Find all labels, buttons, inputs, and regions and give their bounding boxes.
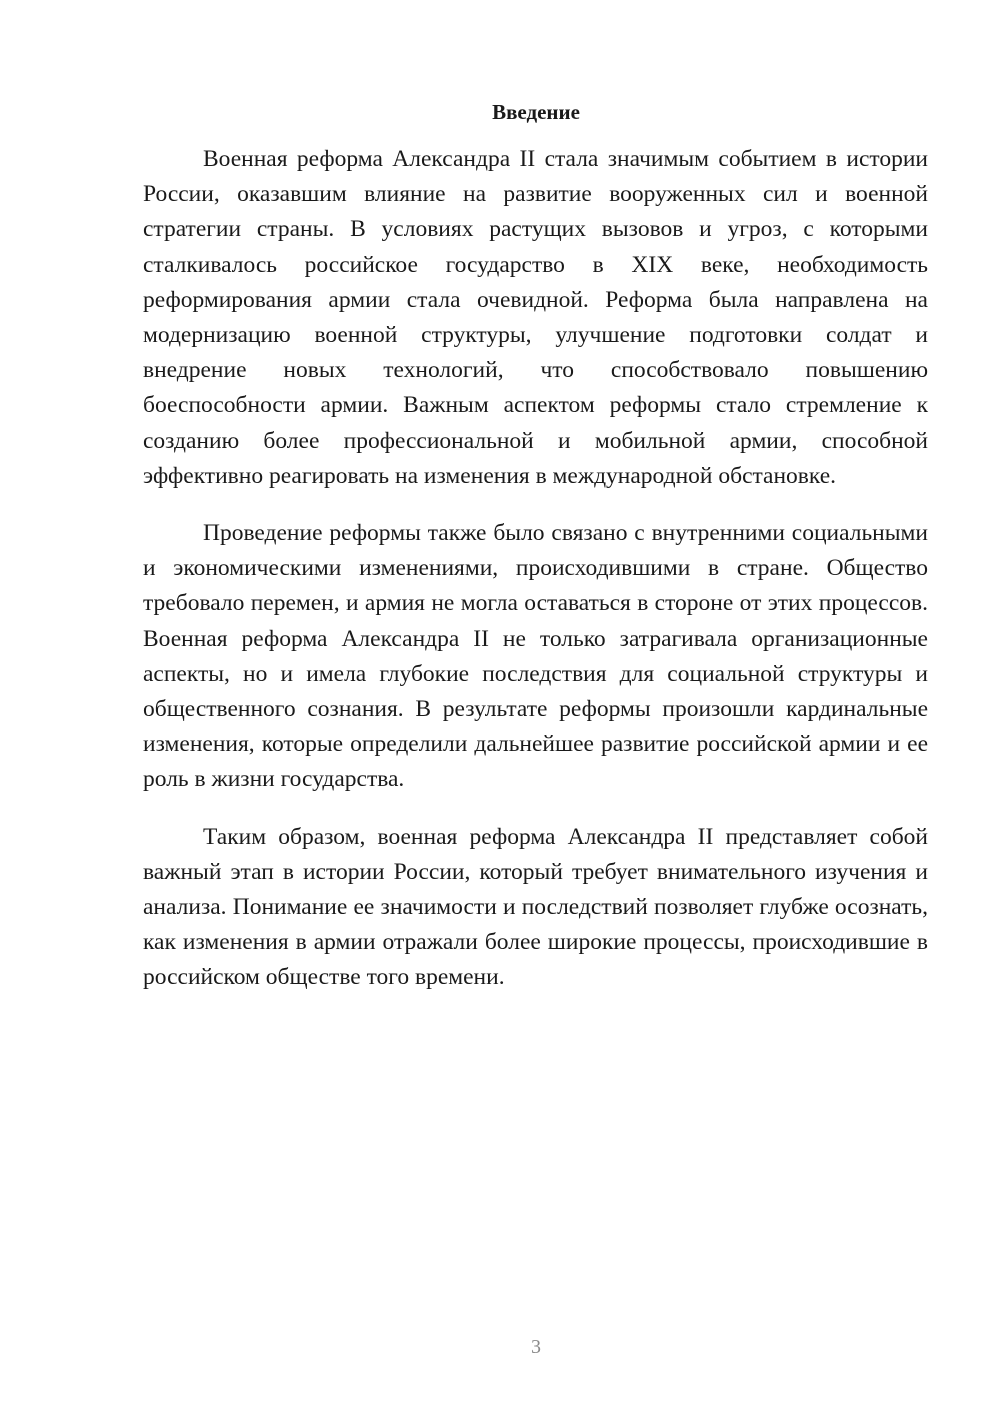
paragraph-2: Проведение реформы также было связано с внутренними социальными и экономическими изменениями, происходившими в стране. Общество требовало перемен, и армия не могла оставаться в стороне от этих процессов. Военная реформа Александра II не только затрагивала организационные аспекты, но и имела глубокие последствия для социальной структуры и общественного сознания. В результате реформы произошли кардинальные изменения, которые определили дальнейшее развитие российской армии и ее роль в жизни государства. [143, 520, 928, 793]
section-heading: Введение [492, 100, 580, 124]
paragraph-1: Военная реформа Александра II стала значимым событием в истории России, оказавшим влияние на развитие вооруженных сил и военной стратегии страны. В условиях растущих вызовов и угроз, с которыми сталкивалось российское государство в XIX веке, необходимость реформирования армии стала очевидной. Реформа была направлена на модернизацию военной структуры, улучшение подготовки солдат и внедрение новых технологий, что способствовало повышению боеспособности армии. Важным аспектом реформы стало стремление к созданию более профессиональной и мобильной армии, способной эффективно реагировать на изменения в международной обстановке. [143, 146, 928, 489]
page-number: 3 [531, 1336, 541, 1358]
document-body [143, 142, 928, 1018]
paragraph-3: Таким образом, военная реформа Александра II представляет собой важный этап в истории России, который требует внимательного изучения и анализа. Понимание ее значимости и последствий позволяет глубже осознать, как изменения в армии отражали более широкие процессы, происходившие в российском обществе того времени. [143, 823, 928, 991]
